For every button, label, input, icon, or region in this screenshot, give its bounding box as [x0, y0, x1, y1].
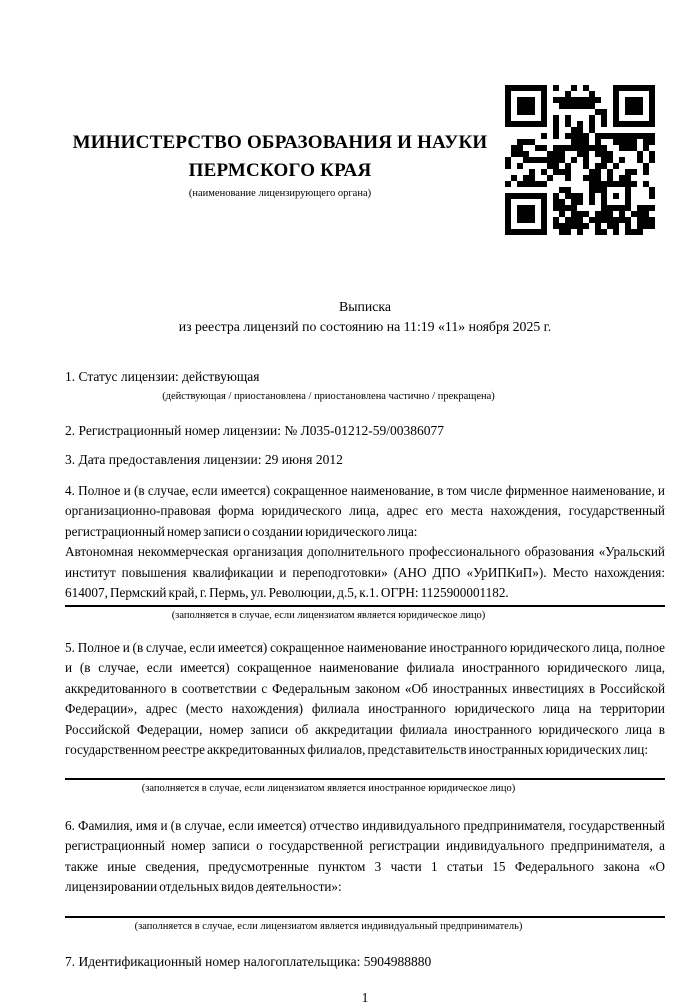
ministry-name-line2: ПЕРМСКОГО КРАЯ	[188, 160, 372, 181]
field-legal-entity-caption: (заполняется в случае, если лицензиатом является юридическое лицо)	[171, 609, 486, 621]
field-foreign-entity-label: 5. Полное и (в случае, если имеется) сокращенное наименование иностранного юридического лица, полное и (в случае, если имеется) сокращенное наименование филиала иностранного юридического лица, аккредитованного в соответствии с Федеральным законом «Об иностранных инвестициях в Российской Федерации», адрес (место нахождения) филиала иностранного юридического лица на территории Российской Федерации, номер записи об аккредитации филиала иностранного юридического лица в государственном реестре аккредитованных филиалов, представительств иностранных юридических лиц:	[65, 639, 665, 757]
field-foreign-entity-caption: (заполняется в случае, если лицензиатом является иностранное юридическое лицо)	[141, 782, 516, 794]
field-license-status-caption: (действующая / приостановлена / приостановлена частично / прекращена)	[162, 390, 495, 402]
document-subtitle: из реестра лицензий по состоянию на 11:19 «11» ноября 2025 г.	[178, 319, 552, 334]
field-taxpayer-number: 7. Идентификационный номер налогоплательщика: 5904988880	[65, 953, 432, 969]
fill-line-foreign-entity	[65, 778, 665, 780]
document-title-block	[65, 297, 665, 337]
licensing-authority-block	[65, 85, 495, 201]
fill-line-legal-entity	[65, 605, 665, 607]
fill-line-individual-entrepreneur	[65, 916, 665, 918]
field-license-status: 1. Статус лицензии: действующая	[65, 369, 260, 384]
field-individual-entrepreneur-caption: (заполняется в случае, если лицензиатом является индивидуальный предприниматель)	[134, 920, 523, 932]
field-legal-entity-value: Автономная некоммерческая организация дополнительного профессионального образования «Уральский институт повышения квалификации и переподготовки» (АНО ДПО «УрИПКиП»). Место нахождения: 614007, Пермский край, г. Пермь, ул. Революции, д.5, к.1. ОГРН: 1125900001182.	[65, 544, 665, 600]
page-number: 1	[361, 990, 369, 1005]
field-grant-date: 3. Дата предоставления лицензии: 29 июня 2012	[65, 452, 343, 467]
qr-code-icon	[505, 85, 655, 235]
ministry-name-caption: (наименование лицензирующего органа)	[188, 188, 372, 199]
document-header	[65, 0, 665, 235]
ministry-name-line1: МИНИСТЕРСТВО ОБРАЗОВАНИЯ И НАУКИ	[72, 132, 488, 153]
field-legal-entity-label: 4. Полное и (в случае, если имеется) сокращенное наименование, в том числе фирменное наименование, и организационно-правовая форма юридического лица, адрес его места нахождения, государственный регистрационный номер записи о создании юридического лица:	[65, 482, 665, 539]
field-registration-number: 2. Регистрационный номер лицензии: № Л035-01212-59/00386077	[65, 422, 445, 438]
document-title: Выписка	[339, 299, 391, 314]
field-individual-entrepreneur-label: 6. Фамилия, имя и (в случае, если имеется) отчество индивидуального предпринимателя, государственный регистрационный номер записи о государственной регистрации индивидуального предпринимателя, а также иные сведения, предусмотренные пунктом 3 части 1 статьи 15 Федерального закона «О лицензировании отдельных видов деятельности»:	[65, 817, 665, 894]
